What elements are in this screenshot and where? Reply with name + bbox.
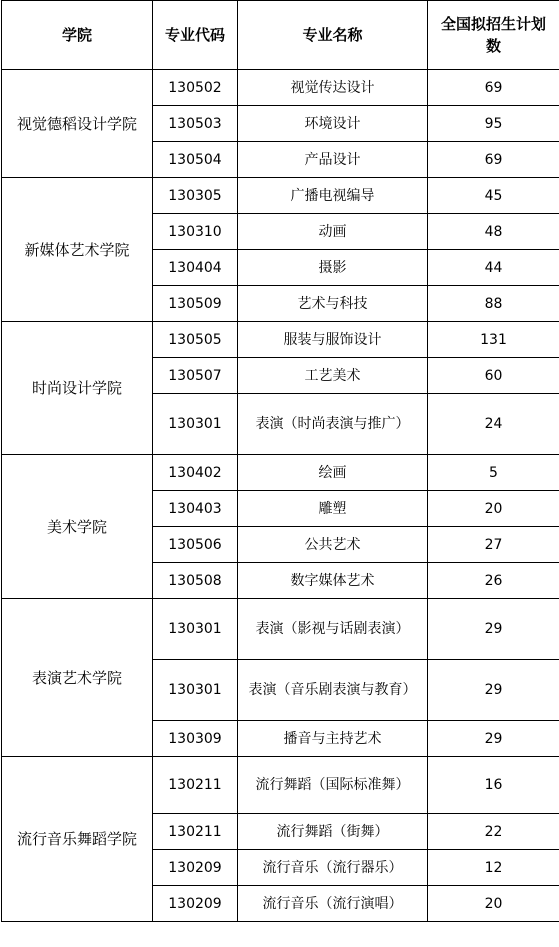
major-name: 表演（音乐剧表演与教育） (238, 660, 428, 721)
major-code: 130502 (153, 70, 238, 106)
table-row (2, 757, 559, 814)
major-name: 工艺美术 (238, 358, 428, 394)
plan-count: 48 (428, 214, 559, 250)
college-cell: 视觉德稻设计学院 (2, 70, 153, 178)
major-code: 130507 (153, 358, 238, 394)
table-row (2, 178, 559, 214)
header-code: 专业代码 (153, 1, 238, 70)
plan-count: 16 (428, 757, 559, 814)
plan-count: 24 (428, 394, 559, 455)
college-cell: 流行音乐舞蹈学院 (2, 757, 153, 922)
major-name: 公共艺术 (238, 527, 428, 563)
table-row (2, 70, 559, 106)
plan-count: 60 (428, 358, 559, 394)
major-name: 产品设计 (238, 142, 428, 178)
plan-count: 26 (428, 563, 559, 599)
header-plan: 全国拟招生计划数 (428, 1, 559, 70)
table-row (2, 455, 559, 491)
major-code: 130402 (153, 455, 238, 491)
major-code: 130301 (153, 394, 238, 455)
major-name: 数字媒体艺术 (238, 563, 428, 599)
major-name: 服装与服饰设计 (238, 322, 428, 358)
plan-count: 88 (428, 286, 559, 322)
major-code: 130503 (153, 106, 238, 142)
major-name: 艺术与科技 (238, 286, 428, 322)
major-name: 绘画 (238, 455, 428, 491)
college-cell: 美术学院 (2, 455, 153, 599)
plan-count: 29 (428, 660, 559, 721)
major-code: 130403 (153, 491, 238, 527)
major-name: 流行舞蹈（国际标准舞） (238, 757, 428, 814)
major-name: 摄影 (238, 250, 428, 286)
plan-count: 29 (428, 721, 559, 757)
table-row (2, 599, 559, 660)
major-code: 130504 (153, 142, 238, 178)
major-code: 130506 (153, 527, 238, 563)
major-name: 广播电视编导 (238, 178, 428, 214)
major-code: 130505 (153, 322, 238, 358)
plan-count: 131 (428, 322, 559, 358)
plan-count: 20 (428, 491, 559, 527)
plan-count: 22 (428, 814, 559, 850)
major-code: 130310 (153, 214, 238, 250)
plan-count: 45 (428, 178, 559, 214)
major-name: 动画 (238, 214, 428, 250)
major-code: 130404 (153, 250, 238, 286)
college-cell: 时尚设计学院 (2, 322, 153, 455)
major-code: 130305 (153, 178, 238, 214)
plan-count: 12 (428, 850, 559, 886)
major-name: 流行音乐（流行演唱） (238, 886, 428, 922)
major-name: 雕塑 (238, 491, 428, 527)
major-code: 130211 (153, 757, 238, 814)
major-code: 130508 (153, 563, 238, 599)
plan-count: 69 (428, 70, 559, 106)
enrollment-table (1, 0, 559, 922)
major-code: 130209 (153, 850, 238, 886)
major-code: 130209 (153, 886, 238, 922)
college-cell: 新媒体艺术学院 (2, 178, 153, 322)
major-name: 环境设计 (238, 106, 428, 142)
major-code: 130301 (153, 660, 238, 721)
table-row (2, 322, 559, 358)
plan-count: 44 (428, 250, 559, 286)
header-name: 专业名称 (238, 1, 428, 70)
header-college: 学院 (2, 1, 153, 70)
major-name: 播音与主持艺术 (238, 721, 428, 757)
major-name: 表演（时尚表演与推广） (238, 394, 428, 455)
plan-count: 95 (428, 106, 559, 142)
plan-count: 29 (428, 599, 559, 660)
major-name: 流行音乐（流行器乐） (238, 850, 428, 886)
major-name: 视觉传达设计 (238, 70, 428, 106)
major-code: 130509 (153, 286, 238, 322)
plan-count: 20 (428, 886, 559, 922)
major-name: 流行舞蹈（街舞） (238, 814, 428, 850)
major-code: 130301 (153, 599, 238, 660)
major-code: 130309 (153, 721, 238, 757)
college-cell: 表演艺术学院 (2, 599, 153, 757)
plan-count: 27 (428, 527, 559, 563)
header-row (2, 1, 559, 70)
major-code: 130211 (153, 814, 238, 850)
plan-count: 5 (428, 455, 559, 491)
plan-count: 69 (428, 142, 559, 178)
major-name: 表演（影视与话剧表演） (238, 599, 428, 660)
